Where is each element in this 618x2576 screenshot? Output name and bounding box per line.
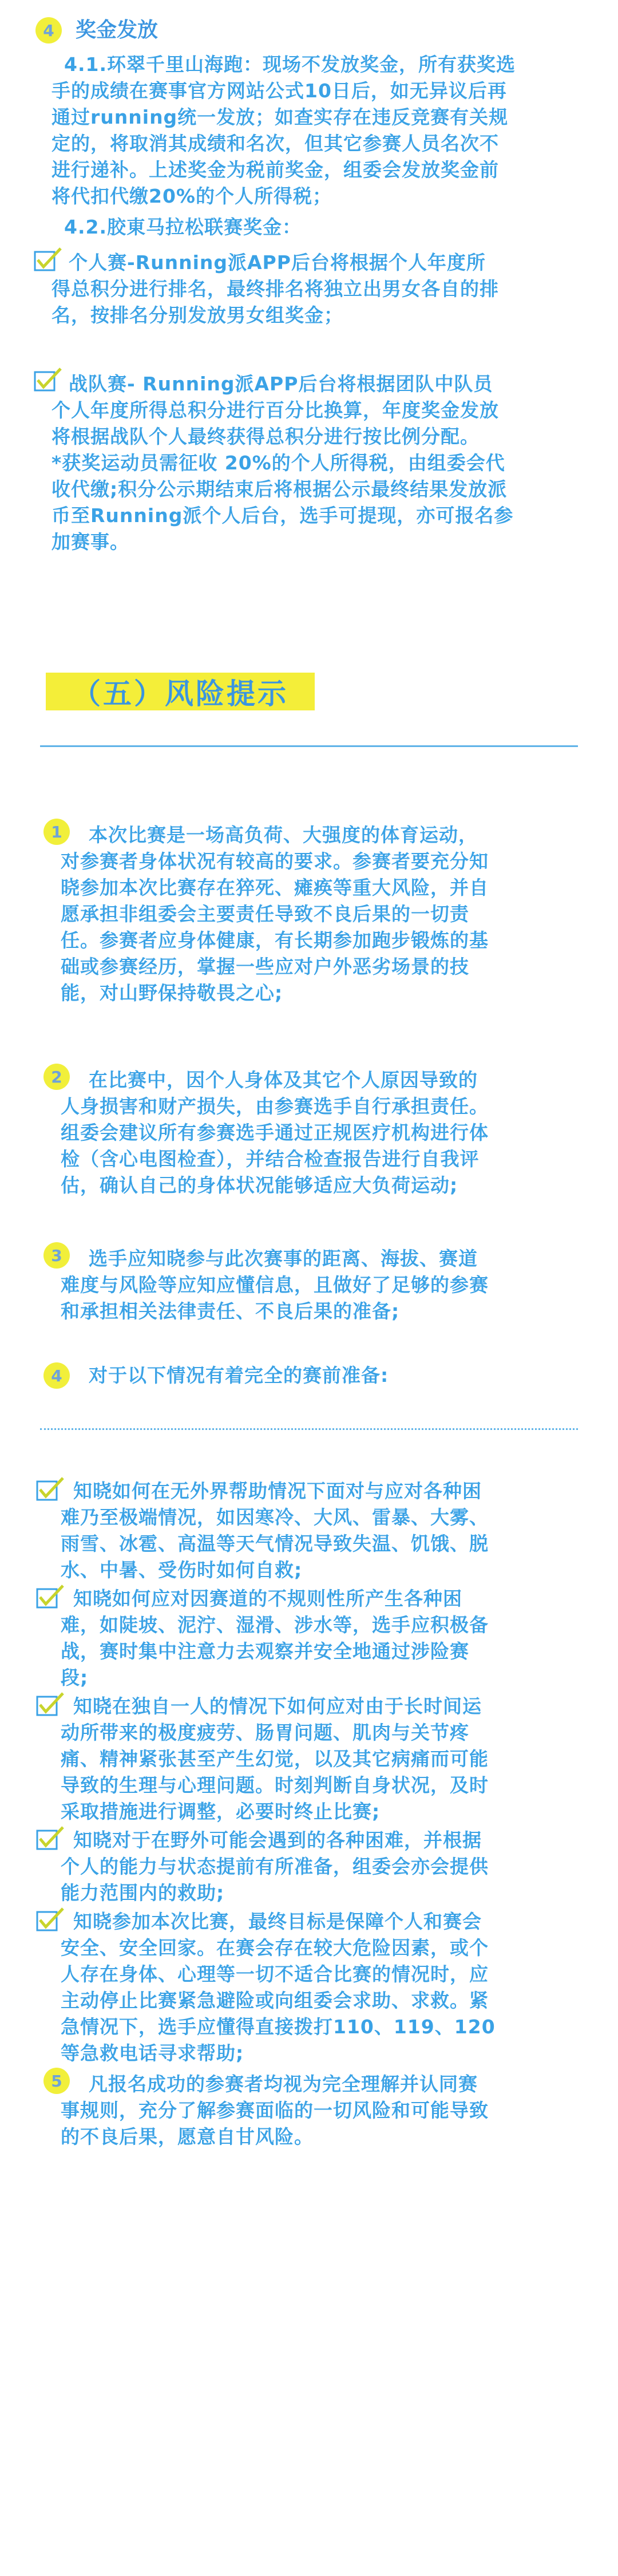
risk-2-text <box>61 1093 489 1199</box>
checkbox-check-icon <box>35 1583 65 1610</box>
checkbox-check-icon <box>35 1825 65 1851</box>
risk-2-line: 检（含心电图检查），并结合检查报告进行自我评 <box>61 1148 480 1170</box>
prep-item-1-first <box>73 1478 482 1504</box>
individual-line: 得总积分进行排名，最终排名将独立出男女各自的排 <box>52 278 499 300</box>
prep-line: 动所带来的极度疲劳、肠胃问题、肌肉与关节疼 <box>61 1721 469 1744</box>
prep-item-4-first <box>73 1827 482 1854</box>
risk-1-badge <box>43 819 70 845</box>
prep-item-3-first <box>73 1693 482 1720</box>
section-title: （五）风险提示 <box>46 673 315 710</box>
award-paragraph-4-2-heading: 4.2.胶東马拉松联赛奖金： <box>64 216 302 238</box>
checkbox-check-icon <box>33 246 63 272</box>
risk-5-line: 事规则，充分了解参赛面临的一切风险和可能导致 <box>61 2099 489 2121</box>
prep-item-1 <box>61 1504 489 1583</box>
team-line: 将根据战队个人最终获得总积分进行按比例分配。 <box>52 425 480 448</box>
risk-3-line: 选手应知晓参与此次赛事的距离、海拔、赛道 <box>89 1247 478 1270</box>
individual-line: 个人赛-Running派APP后台将根据个人年度所 <box>69 251 486 274</box>
risk-5-first-line <box>89 2071 478 2097</box>
risk-1-line: 础或参赛经历，掌握一些应对户外恶劣场景的技 <box>61 955 469 978</box>
risk-2-number: 2 <box>51 1067 62 1086</box>
checkbox-check-icon <box>35 1691 65 1717</box>
prep-line: 知晓如何在无外界帮助情况下面对与应对各种困 <box>73 1480 482 1502</box>
risk-1-line: 愿承担非组委会主要责任导致不良后果的一切责 <box>61 903 469 925</box>
risk-3-badge <box>43 1242 70 1269</box>
checkbox-check-icon <box>33 366 63 393</box>
checkbox-check-icon <box>35 1906 65 1933</box>
prep-line: 段; <box>61 1666 89 1689</box>
risk-1-first-line <box>89 822 478 848</box>
team-line: 战队赛- Running派APP后台将根据团队中队员 <box>69 373 493 395</box>
prep-line: 安全、安全回家。在赛会存在较大危险因素，或个 <box>61 1937 489 1959</box>
risk-3-number: 3 <box>51 1246 62 1265</box>
risk-2-badge <box>43 1064 70 1090</box>
checkbox-check-icon <box>35 1476 65 1502</box>
risk-5-line: 的不良后果，愿意自甘风险。 <box>61 2125 314 2148</box>
risk-5-number: 5 <box>51 2071 62 2091</box>
risk-5-text <box>61 2097 489 2150</box>
prep-line: 知晓在独自一人的情况下如何应对由于长时间运 <box>73 1695 482 1717</box>
prep-item-5-first <box>73 1909 482 1935</box>
risk-1-number: 1 <box>51 822 62 841</box>
prep-line: 痛、精神紧张甚至产生幻觉，以及其它病痛而可能 <box>61 1748 489 1770</box>
risk-4-badge <box>43 1362 70 1389</box>
individual-award-text <box>69 250 486 276</box>
award-p41-line: 进行递补。上述奖金为税前奖金，组委会发放奖金前 <box>52 159 499 181</box>
team-line: 收代缴;积分公示期结束后将根据公示最终结果发放派 <box>52 478 508 500</box>
risk-3-line: 难度与风险等应知应懂信息，且做好了足够的参赛 <box>61 1274 489 1296</box>
prep-line: 知晓对于在野外可能会遇到的各种困难，并根据 <box>73 1829 482 1851</box>
prep-line: 水、中暑、受伤时如何自救; <box>61 1559 303 1581</box>
dotted-divider <box>40 1428 578 1430</box>
prep-line: 急情况下，选手应懂得直接拨打110、119、120 <box>61 2016 496 2038</box>
risk-3-line: 和承担相关法律责任、不良后果的准备; <box>61 1300 400 1322</box>
prep-line: 难乃至极端情况，如因寒冷、大风、雷暴、大雾、 <box>61 1506 489 1528</box>
team-award-text <box>69 371 493 397</box>
risk-1-line: 能，对山野保持敬畏之心; <box>61 982 283 1004</box>
risk-5-line: 凡报名成功的参赛者均视为完全理解并认同赛 <box>89 2073 478 2095</box>
risk-2-first-line <box>89 1067 478 1093</box>
risk-1-text <box>61 848 489 1006</box>
award-p41-line: 4.1.环翠千里山海跑：现场不发放奖金，所有获奖选 <box>64 53 516 76</box>
award-number-badge <box>35 17 62 44</box>
award-title: 奖金发放 <box>76 18 159 42</box>
prep-line: 导致的生理与心理问题。时刻判断自身状况，及时 <box>61 1774 489 1796</box>
prep-line: 等急救电话寻求帮助; <box>61 2042 244 2064</box>
prep-item-2 <box>61 1612 489 1691</box>
section-divider <box>40 745 578 747</box>
prep-line: 知晓参加本次比赛，最终目标是保障个人和赛会 <box>73 1910 482 1933</box>
risk-3-first-line <box>89 1246 478 1272</box>
team-award-text-cont <box>52 397 513 555</box>
award-p41-line: 手的成绩在赛事官方网站公式10日后，如无异议后再 <box>52 80 507 102</box>
award-p41-line: 定的，将取消其成绩和名次，但其它参赛人员名次不 <box>52 132 499 155</box>
risk-2-line: 人身损害和财产损失，由参赛选手自行承担责任。 <box>61 1095 489 1117</box>
team-line: 加赛事。 <box>52 531 129 553</box>
team-line: 币至Running派个人后台，选手可提现，亦可报名参 <box>52 504 514 527</box>
risk-4-heading: 对于以下情况有着完全的赛前准备: <box>89 1364 389 1386</box>
award-paragraph-4-1 <box>52 52 516 210</box>
prep-line: 知晓如何应对因赛道的不规则性所产生各种困 <box>73 1587 462 1610</box>
award-number: 4 <box>43 21 54 40</box>
prep-item-2-first <box>73 1586 462 1612</box>
individual-line: 名，按排名分别发放男女组奖金； <box>52 304 343 326</box>
prep-line: 个人的能力与状态提前有所准备，组委会亦会提供 <box>61 1855 489 1878</box>
prep-item-5 <box>61 1935 496 2067</box>
individual-award-text-cont <box>52 276 499 329</box>
team-line: *获奖运动员需征收 20%的个人所得税，由组委会代 <box>52 452 505 474</box>
award-p41-line: 将代扣代缴20%的个人所得税； <box>52 185 332 207</box>
prep-line: 人存在身体、心理等一切不适合比赛的情况时，应 <box>61 1963 489 1985</box>
team-line: 个人年度所得总积分进行百分比换算，年度奖金发放 <box>52 399 499 421</box>
prep-line: 能力范围内的救助; <box>61 1882 225 1904</box>
prep-line: 主动停止比赛紧急避险或向组委会求助、求救。紧 <box>61 1989 489 2012</box>
prep-line: 战，赛时集中注意力去观察并安全地通过涉险赛 <box>61 1640 469 1662</box>
prep-line: 采取措施进行调整，必要时终止比赛; <box>61 1800 381 1823</box>
risk-1-line: 晓参加本次比赛存在猝死、瘫痪等重大风险，并自 <box>61 876 489 899</box>
risk-2-line: 估，确认自己的身体状况能够适应大负荷运动; <box>61 1174 458 1196</box>
risk-1-line: 对参赛者身体状况有较高的要求。参赛者要充分知 <box>61 850 489 872</box>
risk-1-line: 本次比赛是一场高负荷、大强度的体育运动， <box>89 824 478 846</box>
risk-3-text <box>61 1272 489 1325</box>
prep-line: 雨雪、冰雹、高温等天气情况导致失温、饥饿、脱 <box>61 1532 489 1555</box>
prep-item-4 <box>61 1854 489 1906</box>
risk-2-line: 在比赛中，因个人身体及其它个人原因导致的 <box>89 1069 478 1091</box>
risk-5-badge <box>43 2068 70 2094</box>
risk-4-number: 4 <box>51 1366 62 1385</box>
prep-item-3 <box>61 1720 489 1825</box>
award-p41-line: 通过running统一发放；如查实存在违反竞赛有关规 <box>52 106 509 128</box>
risk-1-line: 任。参赛者应身体健康，有长期参加跑步锻炼的基 <box>61 929 489 951</box>
prep-line: 难，如陡坡、泥泞、湿滑、涉水等，选手应积极备 <box>61 1614 489 1636</box>
risk-2-line: 组委会建议所有参赛选手通过正规医疗机构进行体 <box>61 1121 489 1144</box>
